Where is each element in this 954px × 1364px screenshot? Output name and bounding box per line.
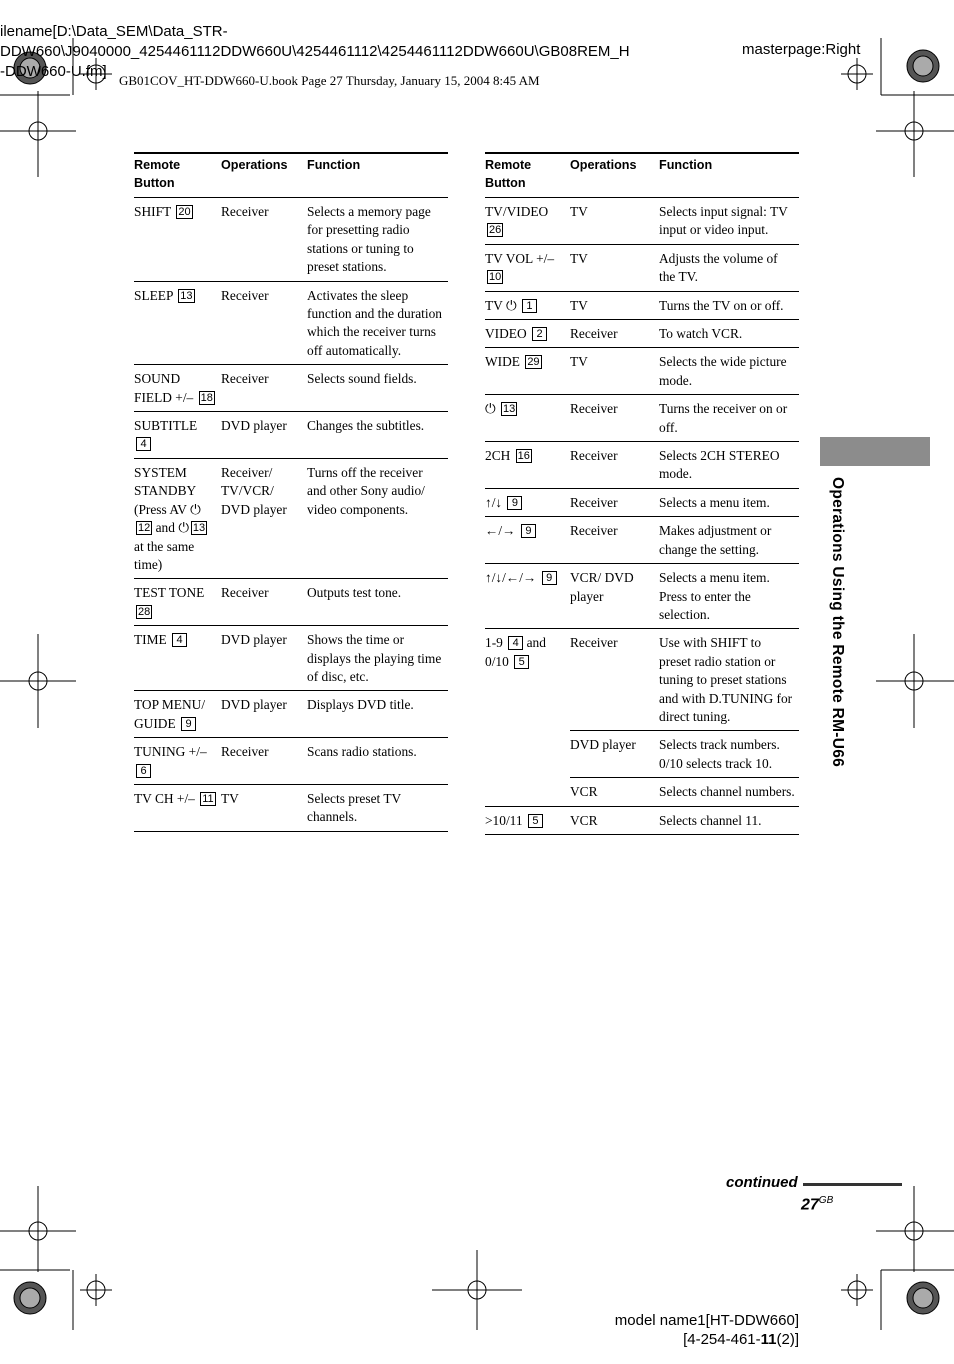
key-number: 20 (178, 206, 191, 218)
key-number: 9 (181, 717, 196, 731)
footer-part-number (683, 1330, 799, 1349)
button-label: TUNING +/– (134, 744, 207, 760)
remote-button-cell (134, 365, 221, 412)
operations-cell: Receiver (221, 281, 307, 365)
key-number: 6 (136, 764, 151, 778)
remote-button-cell (485, 517, 570, 564)
function-cell: Shows the time or displays the playing time of disc, etc. (307, 626, 448, 691)
operations-cell: Receiver (570, 629, 659, 731)
table-row (485, 517, 799, 564)
key-number: 29 (527, 356, 540, 369)
function-cell: Activates the sleep function and the duration which the receiver turns off automatically. (307, 281, 448, 365)
button-label: TV/VIDEO (485, 204, 549, 219)
section-side-title: Operations Using the Remote RM-U66 (829, 477, 846, 768)
header-operations: Operations (221, 153, 307, 198)
masterpage-label: masterpage:Right (742, 41, 861, 58)
function-cell: Selects channel numbers. (659, 778, 799, 806)
function-cell: Adjusts the volume of the TV. (659, 244, 799, 291)
table-row (485, 442, 799, 489)
remote-button-cell (134, 738, 221, 785)
key-number: 9 (542, 571, 557, 585)
header-function: Function (307, 153, 448, 198)
table-row (485, 564, 799, 629)
table-row (134, 281, 448, 365)
remote-button-cell (485, 488, 570, 516)
table-row (485, 629, 799, 731)
function-cell: Displays DVD title. (307, 691, 448, 738)
remote-button-cell (485, 291, 570, 319)
function-cell: Selects a memory page for presetting radio stations or tuning to preset stations. (307, 198, 448, 282)
operations-cell: VCR/ DVD player (570, 564, 659, 629)
page-number-suffix: GB (818, 1195, 834, 1206)
operations-cell: Receiver (570, 517, 659, 564)
header-operations: Operations (570, 153, 659, 198)
function-cell: Outputs test tone. (307, 579, 448, 626)
operations-cell: Receiver (570, 320, 659, 348)
function-cell: Selects track numbers. 0/10 selects track 10. (659, 731, 799, 778)
button-label: TOP MENU/ GUIDE (134, 697, 206, 731)
remote-button-cell (134, 784, 221, 831)
operations-cell: Receiver (570, 488, 659, 516)
key-number: 5 (514, 655, 529, 669)
key-number: 4 (508, 636, 523, 650)
function-cell: Selects preset TV channels. (307, 784, 448, 831)
table-row (485, 291, 799, 319)
key-number: 13 (180, 289, 193, 302)
operations-cell: TV (570, 198, 659, 245)
function-cell: Makes adjustment or change the setting. (659, 517, 799, 564)
function-cell: Changes the subtitles. (307, 412, 448, 459)
table-row (485, 395, 799, 442)
key-number: 13 (192, 522, 206, 535)
table-row (134, 198, 448, 282)
button-label: >10/11 (485, 812, 523, 828)
remote-button-cell (485, 806, 570, 834)
table-row (134, 691, 448, 738)
remote-button-cell (134, 281, 221, 365)
button-label: TEST TONE (134, 585, 205, 601)
remote-button-cell (485, 320, 570, 348)
remote-button-cell (485, 348, 570, 395)
table-row (134, 365, 448, 412)
operations-cell: DVD player (221, 412, 307, 459)
filename-line-1: ilename[D:\Data_SEM\Data_STR- (0, 23, 228, 40)
key-number: 4 (172, 633, 187, 647)
button-label: SOUND FIELD +/– (134, 371, 194, 405)
key-number: 4 (136, 437, 151, 451)
function-cell: Selects 2CH STEREO mode. (659, 442, 799, 489)
remote-button-cell (485, 244, 570, 291)
remote-button-cell (485, 629, 570, 806)
key-number: 26 (489, 224, 502, 237)
operations-cell: Receiver (221, 365, 307, 412)
remote-button-cell (134, 412, 221, 459)
key-number: 1 (522, 299, 537, 313)
footer-model: model name1[HT-DDW660] (614, 1312, 799, 1329)
key-number: 9 (507, 496, 522, 510)
button-label: SHIFT (134, 204, 171, 219)
button-label-tail: at the same time) (134, 538, 195, 572)
function-cell: Selects a menu item. (659, 488, 799, 516)
button-label: TIME (134, 632, 167, 648)
header-function: Function (659, 153, 799, 198)
operations-cell: Receiver (221, 579, 307, 626)
function-cell: Use with SHIFT to preset radio station or tuning to preset stations and with D.TUNING for direct tuning. (659, 629, 799, 731)
table-row (134, 579, 448, 626)
button-label: TV VOL +/– (485, 250, 555, 266)
operations-cell: Receiver (221, 738, 307, 785)
arrow-left-right-icon: ←/→ (485, 523, 516, 539)
remote-button-cell (134, 198, 221, 282)
header-remote-button: Remote Button (485, 153, 570, 198)
function-cell: Selects a menu item. Press to enter the selection. (659, 564, 799, 629)
operations-cell: Receiver/ TV/VCR/ DVD player (221, 458, 307, 578)
function-cell: Selects input signal: TV input or video input. (659, 198, 799, 245)
button-label: TV CH +/– (134, 790, 195, 806)
remote-button-cell (134, 691, 221, 738)
operations-cell: TV (570, 291, 659, 319)
table-row (134, 784, 448, 831)
button-label: 2CH (485, 448, 511, 464)
function-cell: Scans radio stations. (307, 738, 448, 785)
button-label-and: and (155, 520, 175, 536)
part-bold: 11 (760, 1331, 777, 1348)
remote-button-cell (485, 395, 570, 442)
table-row (485, 198, 799, 245)
key-number: 16 (517, 450, 530, 463)
function-cell: Turns off the receiver and other Sony audio/ video components. (307, 458, 448, 578)
button-label: SLEEP (134, 287, 173, 303)
operations-cell: DVD player (570, 731, 659, 778)
function-cell: Turns the receiver on or off. (659, 395, 799, 442)
arrow-four-way-icon: ↑/↓/←/→ (485, 570, 537, 586)
left-operations-table (134, 152, 448, 832)
operations-cell: TV (570, 244, 659, 291)
operations-cell: TV (570, 348, 659, 395)
button-label: SUBTITLE (134, 418, 198, 434)
function-cell: Selects sound fields. (307, 365, 448, 412)
button-label-and: and 0/10 (485, 635, 546, 669)
key-number: 11 (202, 792, 214, 805)
remote-button-cell (485, 564, 570, 629)
table-row (134, 738, 448, 785)
key-number: 12 (138, 522, 151, 535)
operations-cell: VCR (570, 778, 659, 806)
table-row (485, 806, 799, 834)
operations-cell: TV (221, 784, 307, 831)
function-cell: Selects the wide picture mode. (659, 348, 799, 395)
key-number: 10 (489, 271, 502, 284)
button-label: VIDEO (485, 326, 527, 342)
table-row (485, 488, 799, 516)
function-cell: Turns the TV on or off. (659, 291, 799, 319)
button-label: ⏻ (485, 401, 496, 417)
part-suffix: (2)] (776, 1331, 799, 1348)
book-info-line: GB01COV_HT-DDW660-U.book Page 27 Thursday, January 15, 2004 8:45 AM (119, 73, 540, 88)
power-icon: ⏻ (178, 520, 189, 536)
function-cell: To watch VCR. (659, 320, 799, 348)
operations-cell: VCR (570, 806, 659, 834)
filename-line-2: DDW660\J9040000_4254461112DDW660U\4254461112\4254461112DDW660U\GB08REM_H (0, 43, 630, 60)
page-number-value: 27 (801, 1196, 819, 1214)
key-number: 13 (502, 403, 516, 416)
table-header-row (134, 153, 448, 198)
remote-button-cell (134, 458, 221, 578)
button-label: SYSTEM STANDBY (Press AV (134, 464, 196, 517)
page-number (801, 1195, 833, 1214)
table-row (134, 412, 448, 459)
arrow-up-down-icon: ↑/↓ (485, 494, 503, 510)
operations-cell: Receiver (221, 198, 307, 282)
operations-cell: Receiver (570, 395, 659, 442)
remote-button-cell (134, 626, 221, 691)
table-row (485, 320, 799, 348)
key-number: 5 (528, 814, 543, 828)
operations-cell: DVD player (221, 691, 307, 738)
header-remote-button: Remote Button (134, 153, 221, 198)
continued-label: continued (726, 1174, 798, 1191)
key-number: 9 (521, 524, 536, 538)
operations-cell: Receiver (570, 442, 659, 489)
remote-button-cell (485, 198, 570, 245)
table-row (485, 244, 799, 291)
button-label: TV ⏻ (485, 297, 517, 313)
remote-button-cell (485, 442, 570, 489)
table-row (134, 458, 448, 578)
section-tab-marker (820, 437, 930, 466)
table-header-row (485, 153, 799, 198)
operations-cell: DVD player (221, 626, 307, 691)
key-number: 28 (138, 605, 151, 618)
table-row (134, 626, 448, 691)
table-row (485, 348, 799, 395)
power-icon: ⏻ (190, 501, 201, 517)
filename-line-3: -DDW660-U.fm] (0, 63, 107, 80)
function-cell: Selects channel 11. (659, 806, 799, 834)
button-label: 1-9 (485, 635, 503, 651)
button-label: WIDE (485, 354, 520, 370)
remote-button-cell (134, 579, 221, 626)
right-operations-table (485, 152, 799, 835)
part-prefix: [4-254-461- (683, 1331, 761, 1348)
key-number: 18 (200, 391, 213, 404)
key-number: 2 (532, 327, 547, 341)
continued-rule (803, 1183, 902, 1186)
